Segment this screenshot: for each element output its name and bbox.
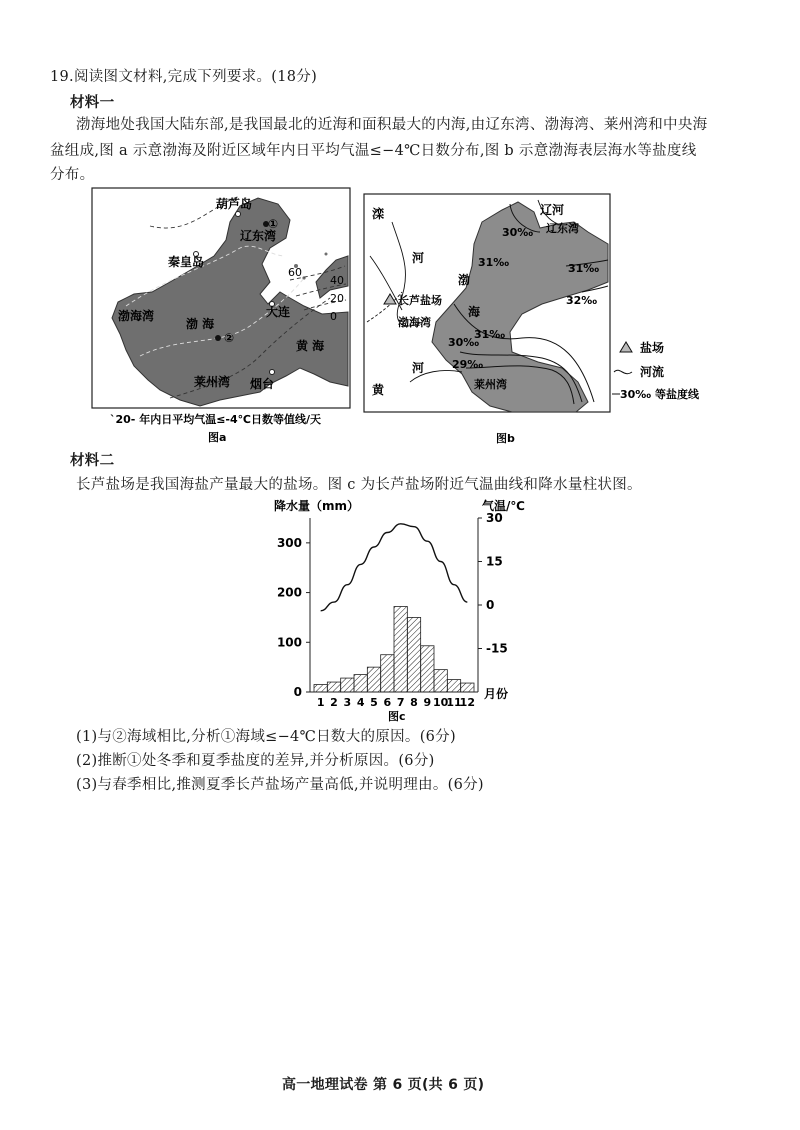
- chart-ylabel-right: 气温/℃: [482, 499, 525, 513]
- label-yantai: 烟台: [250, 377, 275, 391]
- label-huludao: 葫芦岛: [216, 197, 253, 211]
- map-a-legend: `20- 年内日平均气温≤-4℃日数等值线/天: [110, 413, 321, 426]
- x-tick-label-1: 1: [316, 696, 325, 709]
- marker-2: ②: [224, 331, 235, 345]
- label-bo: 渤: [458, 273, 471, 287]
- label-changlu: 长芦盐场: [398, 294, 442, 307]
- label-dalian: 大连: [266, 305, 291, 319]
- label-hai: 海: [468, 305, 481, 319]
- bar-month-3: [341, 678, 354, 692]
- bar-month-11: [447, 680, 460, 692]
- sal-32: 32‰: [566, 294, 598, 307]
- label-laizhouwan-b: 莱州湾: [474, 378, 507, 391]
- left-tick-label-1: 100: [276, 635, 302, 650]
- material1-line-1: 渤海地处我国大陆东部,是我国最北的近海和面积最大的内海,由辽东湾、渤海湾、莱州湾和中央海: [76, 117, 708, 133]
- chart-ylabel-left: 降水量（mm）: [274, 499, 360, 513]
- label-bohai: 渤 海: [186, 317, 215, 331]
- material1-line-3: 分布。: [50, 167, 95, 183]
- page-footer: 高一地理试卷 第 6 页(共 6 页): [282, 1077, 485, 1093]
- legend-river: 河流: [640, 365, 665, 379]
- label-qinhuangdao: 秦皇岛: [168, 255, 205, 269]
- label-bohaiwan-b: 渤海湾: [398, 316, 431, 329]
- sal-31b: 31‰: [568, 262, 600, 275]
- left-tick-label-0: 0: [293, 685, 302, 699]
- chart-xlabel: 月份: [484, 687, 509, 701]
- x-tick-label-6: 6: [383, 696, 392, 709]
- x-tick-label-11: 11: [446, 696, 462, 709]
- iso-40: 40: [330, 274, 344, 287]
- label-huang: 黄: [372, 383, 385, 397]
- right-tick-label-3: -15: [486, 641, 508, 656]
- label-huanghai: 黄 海: [296, 339, 325, 353]
- left-tick-label-3: 300: [276, 535, 302, 550]
- label-laizhouwan: 莱州湾: [194, 375, 231, 389]
- right-tick-label-0: 30: [486, 511, 503, 525]
- right-tick-label-1: 15: [486, 554, 503, 569]
- label-liaodongwan-b: 辽东湾: [546, 222, 579, 235]
- left-tick-label-2: 200: [276, 585, 302, 600]
- bar-month-6: [381, 655, 394, 692]
- chart-caption: 图c: [388, 710, 406, 723]
- bar-month-7: [394, 606, 407, 692]
- material1-heading: 材料一: [70, 95, 115, 111]
- x-tick-label-10: 10: [433, 696, 449, 709]
- right-tick-label-2: 0: [486, 598, 495, 612]
- climate-chart: [270, 494, 530, 726]
- iso-0: 0: [330, 310, 337, 323]
- x-tick-label-7: 7: [396, 696, 405, 709]
- material2-text: 长芦盐场是我国海盐产量最大的盐场。图 c 为长芦盐场附近气温曲线和降水量柱状图。: [76, 477, 642, 493]
- sub-question-3: (3)与春季相比,推测夏季长芦盐场产量高低,并说明理由。(6分): [76, 777, 484, 793]
- legend-saltfield: 盐场: [640, 341, 665, 355]
- bar-month-8: [407, 617, 420, 692]
- bar-month-10: [434, 670, 447, 692]
- bar-month-2: [327, 682, 340, 692]
- map-a: [90, 186, 352, 448]
- iso-60: 60: [288, 266, 302, 279]
- label-luan: 滦: [372, 207, 385, 221]
- sal-30a: 30‰: [502, 226, 534, 239]
- bar-month-12: [461, 683, 474, 692]
- map-b-caption: 图b: [496, 432, 515, 445]
- marker-1: ①: [268, 217, 279, 231]
- material2-heading: 材料二: [70, 453, 115, 469]
- x-tick-label-9: 9: [423, 696, 432, 709]
- x-tick-label-5: 5: [370, 696, 378, 709]
- bar-month-4: [354, 675, 367, 692]
- sub-question-1: (1)与②海域相比,分析①海域≤−4℃日数大的原因。(6分): [76, 729, 456, 745]
- label-he2: 河: [412, 361, 425, 375]
- iso-20: 20: [330, 292, 344, 305]
- temperature-line: [321, 524, 468, 611]
- label-bohaiwan: 渤海湾: [118, 309, 155, 323]
- x-tick-label-4: 4: [356, 696, 365, 709]
- sal-30b: 30‰: [448, 336, 480, 349]
- x-tick-label-2: 2: [330, 696, 338, 709]
- label-liaohe: 辽河: [540, 203, 565, 217]
- x-tick-label-8: 8: [410, 696, 418, 709]
- question-title: 19.阅读图文材料,完成下列要求。(18分): [50, 69, 318, 85]
- map-b: [362, 192, 722, 448]
- sal-31a: 31‰: [478, 256, 510, 269]
- bar-month-9: [421, 646, 434, 692]
- sal-31c: 31‰: [474, 328, 506, 341]
- sal-29: 29‰: [452, 358, 484, 371]
- sub-question-2: (2)推断①处冬季和夏季盐度的差异,并分析原因。(6分): [76, 753, 435, 769]
- bar-month-1: [314, 685, 327, 692]
- label-he1: 河: [412, 251, 425, 265]
- map-a-caption: 图a: [208, 431, 227, 444]
- material1-line-2: 盆组成,图 a 示意渤海及附近区域年内日平均气温≤−4℃日数分布,图 b 示意渤海表层海水等盐度线: [50, 143, 697, 159]
- legend-isohaline: 30‰ 等盐度线: [620, 388, 699, 401]
- x-tick-label-12: 12: [459, 696, 475, 709]
- label-liaodongwan: 辽东湾: [240, 229, 277, 243]
- x-tick-label-3: 3: [343, 696, 352, 709]
- bar-month-5: [367, 667, 380, 692]
